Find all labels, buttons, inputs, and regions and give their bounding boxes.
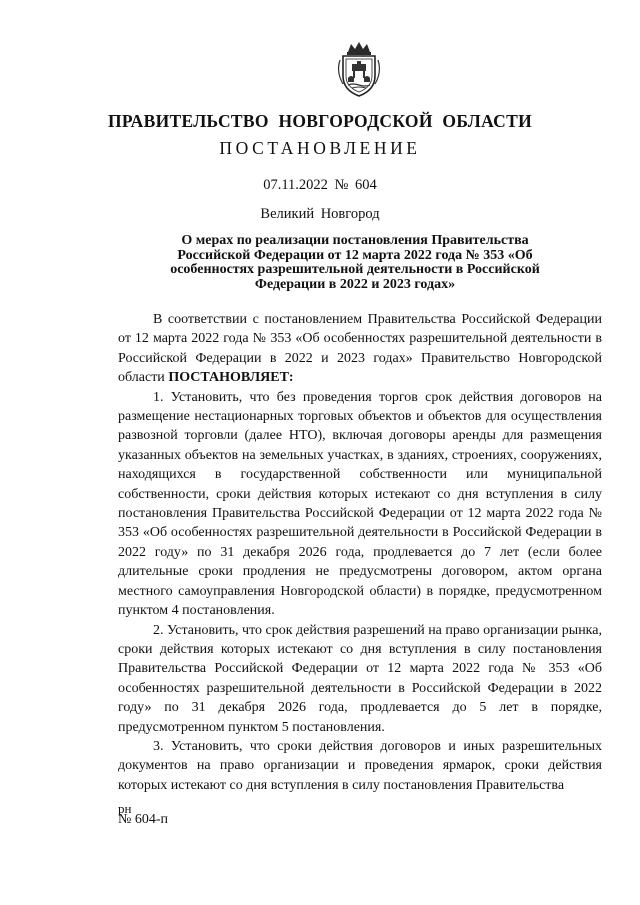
novgorod-coat-of-arms-icon bbox=[334, 40, 384, 98]
document-body bbox=[118, 310, 602, 795]
organization-heading: ПРАВИТЕЛЬСТВО НОВГОРОДСКОЙ ОБЛАСТИ bbox=[108, 111, 532, 131]
document-title: О мерах по реализации постановления Правительства Российской Федерации от 12 марта 2022 года № 353 «Об особенностях разрешительной деятельности в Российской Федерации в 2022 и 2023 годах» bbox=[170, 233, 540, 292]
preamble-text: В соответствии с постановлением Правительства Российской Федерации от 12 марта 2022 года № 353 «Об особенностях разрешительной деятельности в Российской Федерации в 2022 и 2023 годах» Правительство Новгородской области bbox=[118, 312, 602, 386]
paragraph-1: 1. Установить, что без проведения торгов срок действия договоров на размещение нестационарных торговых объектов и объектов для осуществления развозной торговли (далее НТО), включая договоры аренды для размещения указанных объектов на земельных участках, в зданиях, строениях, сооружениях, находящихся в государственной собственности или муниципальной собственности, сроки действия которых истекают со дня вступления в силу постановления Правительства Российской Федерации от 12 марта 2022 года № 353 «Об особенностях разрешительной деятельности в Российской Федерации в 2022 году» по 31 декабря 2026 года, продлевается до 7 лет (если более длительные сроки продления не предусмотрены договором, актом органа местного самоуправления Новгородской области) в порядке, предусмотренном пунктом 4 постановления. bbox=[118, 389, 602, 619]
document-date-number: 07.11.2022 № 604 bbox=[263, 177, 377, 193]
document-type-heading: ПОСТАНОВЛЕНИЕ bbox=[219, 138, 421, 158]
paragraph-2: 2. Установить, что срок действия разрешений на право организации рынка, сроки действия которых истекают со дня вступления в силу постановления Правительства Российской Федерации от 12 марта 2022 года № 353 «Об особенностях разрешительной деятельности в Российской Федерации в 2022 году» по 31 декабря 2026 года, продлевается до 5 лет в порядке, предусмотренном пунктом 5 постановления. bbox=[118, 622, 602, 735]
preamble-paragraph bbox=[118, 310, 602, 388]
footer-initials: рн bbox=[118, 801, 132, 816]
document-city: Великий Новгород bbox=[260, 206, 380, 222]
paragraph-3: 3. Установить, что сроки действия договоров и иных разрешительных документов на право организации и проведения ярмарок, сроки действия которых истекают со дня вступления в силу постановления Правительства bbox=[118, 738, 602, 793]
footer-document-number: № 604-п bbox=[118, 812, 169, 827]
decree-word: ПОСТАНОВЛЯЕТ: bbox=[168, 370, 294, 386]
